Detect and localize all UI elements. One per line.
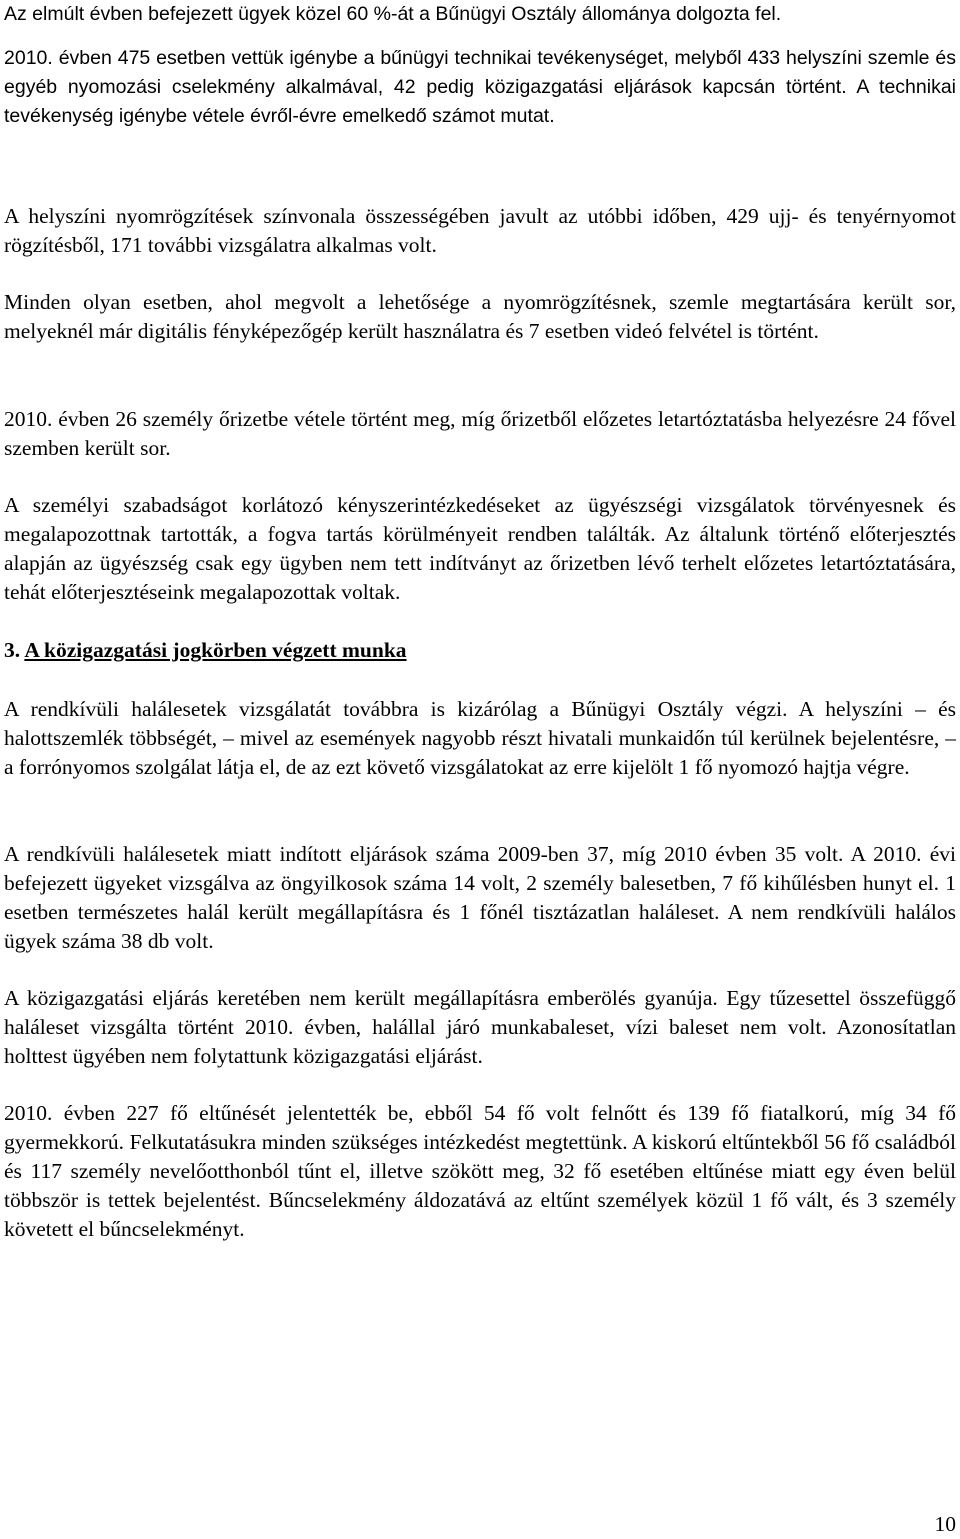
section-heading: [4, 636, 407, 665]
section-number: 3.: [4, 638, 21, 662]
paragraph-custody: 2010. évben 26 személy őrizetbe vétele történt meg, míg őrizetből előzetes letartóztatásba helyezésre 24 fővel szemben került sor.: [4, 407, 956, 460]
paragraph-completed-cases: Az elmúlt évben befejezett ügyek közel 60 %-át a Bűnügyi Osztály állománya dolgozta fel.: [4, 3, 782, 25]
paragraph-technical-activity: 2010. évben 475 esetben vettük igénybe a bűnügyi technikai tevékenységet, melyből 433 helyszíni szemle és egyéb nyomozási cselekmény alkalmával, 42 pedig közigazgatási eljárások kapcsán történt. A technikai tevékenység igénybe vétele évről-évre emelkedő számot mutat.: [4, 47, 956, 127]
paragraph-death-statistics: A rendkívüli halálesetek miatt indított eljárások száma 2009-ben 37, míg 2010 évben 35 volt. A 2010. évi befejezett ügyeket vizsgálva az öngyilkosok száma 14 volt, 2 személy balesetben, 7 fő kihűlésben hunyt el. 1 esetben természetes halál került megállapításra és 1 főnél tisztázatlan haláleset. A nem rendkívüli halálos ügyek száma 38 db volt.: [4, 842, 956, 953]
page-number: 10: [934, 1512, 956, 1536]
section-title: A közigazgatási jogkörben végzett munka: [24, 638, 407, 662]
paragraph-administrative-procedure: A közigazgatási eljárás keretében nem került megállapításra emberölés gyanúja. Egy tűzesettel összefüggő haláleset vizsgálta történt 2010. évben, halállal járó munkabaleset, vízi baleset nem volt. Azonosítatlan holttest ügyében nem folytattunk közigazgatási eljárást.: [4, 986, 956, 1068]
paragraph-coercive-measures: A személyi szabadságot korlátozó kényszerintézkedéseket az ügyészségi vizsgálatok törvényesnek és megalapozottnak tartották, a fogva tartás körülményeit rendben találták. Az általunk történő előterjesztés alapján az ügyészség csak egy ügyben nem tett indítványt az őrizetben lévő terhelt előzetes letartóztatására, tehát előterjesztéseink megalapozottak voltak.: [4, 493, 956, 604]
paragraph-digital-camera: Minden olyan esetben, ahol megvolt a lehetősége a nyomrögzítésnek, szemle megtartására került sor, melyeknél már digitális fényképezőgép került használatra és 7 esetben videó felvétel is történt.: [4, 290, 956, 343]
paragraph-missing-persons: 2010. évben 227 fő eltűnését jelentették be, ebből 54 fő volt felnőtt és 139 fő fiatalkorú, míg 34 fő gyermekkorú. Felkutatásukra minden szükséges intézkedést megtettünk. A kiskorú eltűntekből 56 fő családból és 117 személy nevelőotthonból tűnt el, illetve szökött meg, 32 fő esetében eltűnése miatt egy éven belül többször is tettek bejelentést. Bűncselekmény áldozatává az eltűnt személyek közül 1 fő vált, és 3 személy követett el bűncselekményt.: [4, 1101, 956, 1241]
paragraph-extraordinary-deaths: A rendkívüli halálesetek vizsgálatát továbbra is kizárólag a Bűnügyi Osztály végzi. A helyszíni – és halottszemlék többségét, – mivel az események nagyobb részt hivatali munkaidőn túl kerülnek bejelentésre, – a forrónyomos szolgálat látja el, de az ezt követő vizsgálatokat az erre kijelölt 1 fő nyomozó hajtja végre.: [4, 697, 956, 779]
paragraph-trace-recording: A helyszíni nyomrögzítések színvonala összességében javult az utóbbi időben, 429 ujj- és tenyérnyomot rögzítésből, 171 további vizsgálatra alkalmas volt.: [4, 204, 956, 257]
